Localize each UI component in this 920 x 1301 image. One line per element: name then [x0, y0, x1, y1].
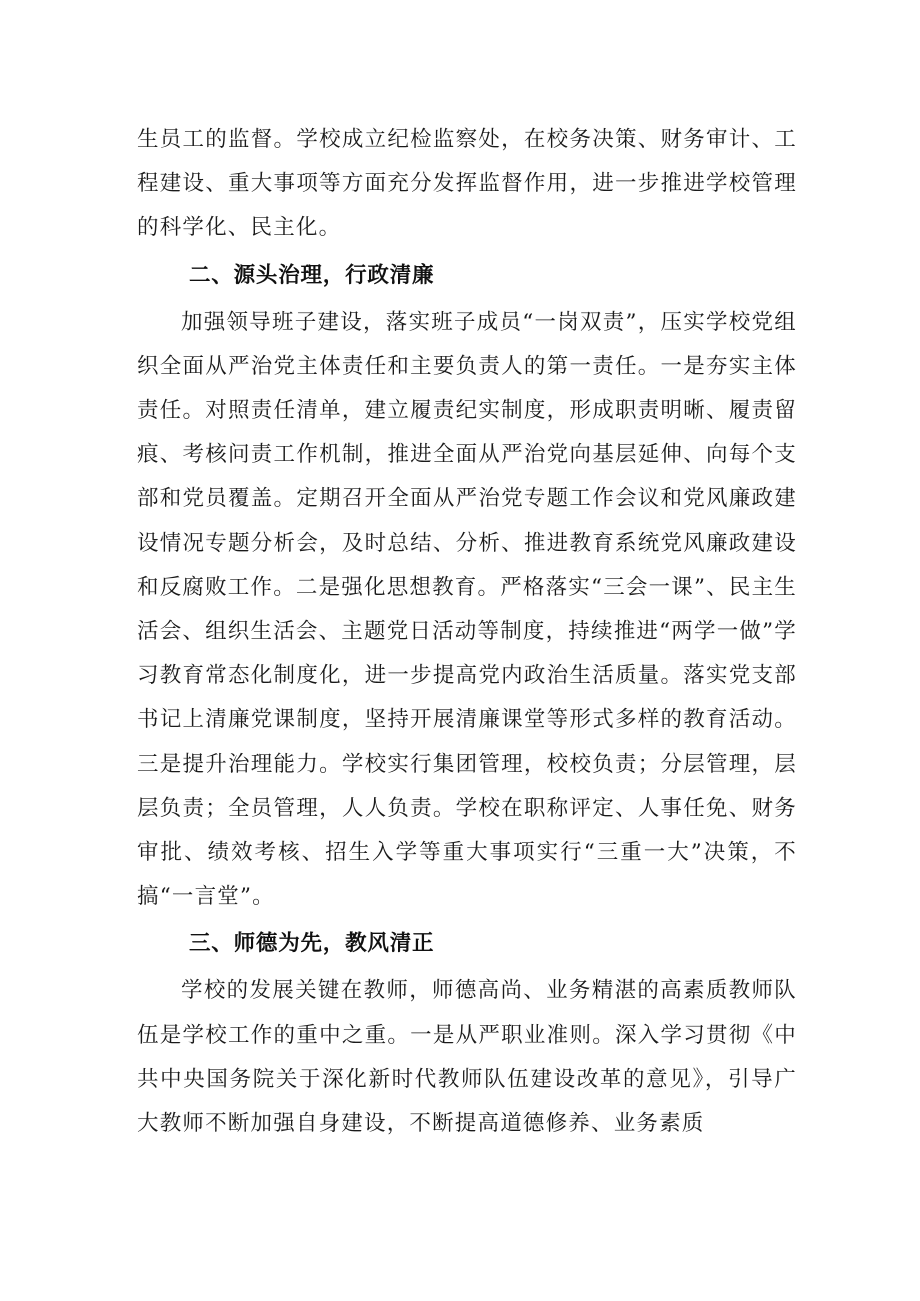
paragraph-section-3: 学校的发展关键在教师，师德高尚、业务精湛的高素质教师队伍是学校工作的重中之重。一是从严职业准则。深入学习贯彻《中共中央国务院关于深化新时代教师队伍建设改革的意见》，引导广大教师不断加强自身建设，不断提高道德修养、业务素质	[137, 978, 797, 1137]
paragraph-section-2: 加强领导班子建设，落实班子成员“一岗双责”，压实学校党组织全面从严治党主体责任和主要负责人的第一责任。一是夯实主体责任。对照责任清单，建立履责纪实制度，形成职责明晰、履责留痕、考核问责工作机制，推进全面从严治党向基层延伸、向每个支部和党员覆盖。定期召开全面从严治党专题工作会议和党风廉政建设情况专题分析会，及时总结、分析、推进教育系统党风廉政建设和反腐败工作。二是强化思想教育。严格落实“三会一课”、民主生活会、组织生活会、主题党日活动等制度，持续推进“两学一做”学习教育常态化制度化，进一步提高党内政治生活质量。落实党支部书记上清廉党课制度，坚持开展清廉课堂等形式多样的教育活动。三是提升治理能力。学校实行集团管理，校校负责；分层管理，层层负责；全员管理，人人负责。学校在职称评定、人事任免、财务审批、绩效考核、招生入学等重大事项实行“三重一大”决策，不搞“一言堂”。	[137, 309, 797, 910]
document-page	[137, 118, 797, 1146]
paragraph-continued: 生员工的监督。学校成立纪检监察处，在校务决策、财务审计、工程建设、重大事项等方面充分发挥监督作用，进一步推进学校管理的科学化、民主化。	[137, 127, 797, 241]
section-heading-2: 二、源头治理，行政清廉	[189, 262, 435, 288]
section-heading-3: 三、师德为先，教风清正	[189, 931, 435, 957]
